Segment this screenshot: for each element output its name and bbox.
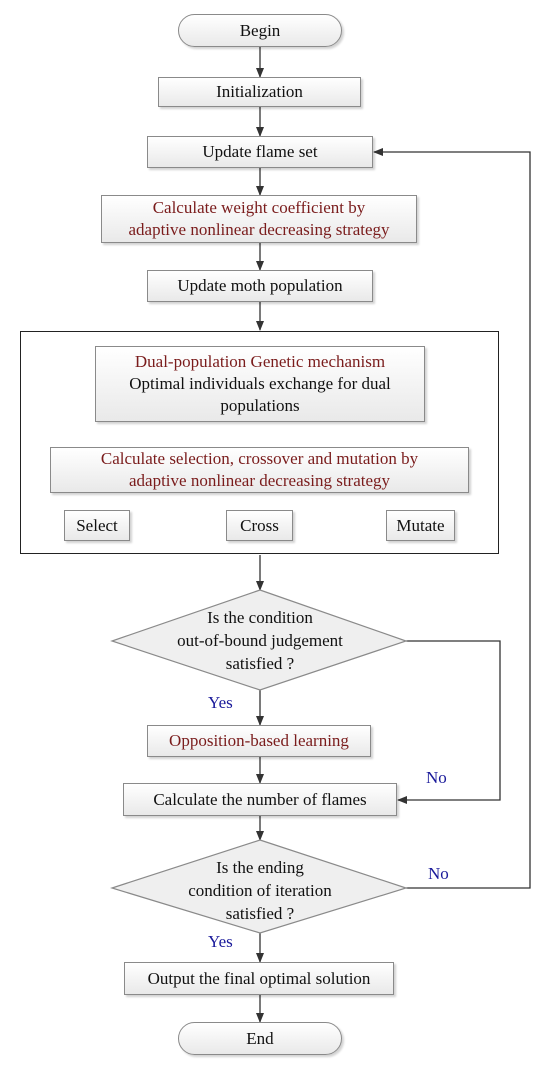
calc-flames-label: Calculate the number of flames [153, 789, 367, 809]
dual-line-3: populations [220, 396, 300, 415]
initialization-box [158, 77, 361, 107]
dual-population-box [95, 346, 425, 422]
selection-line-2: adaptive nonlinear decreasing strategy [128, 471, 391, 490]
selection-crossover-box [50, 447, 469, 493]
end-label: End [246, 1028, 274, 1048]
update-flame-label: Update flame set [202, 142, 318, 161]
select-box [64, 510, 130, 541]
cond1-line-3: satisfied ? [225, 654, 295, 673]
opposition-label: Opposition-based learning [169, 731, 349, 750]
begin-label: Begin [239, 20, 281, 40]
yes-label-2: Yes [208, 932, 233, 951]
cond1-line-2: out-of-bound judgement [177, 631, 343, 650]
update-flame-box [147, 136, 373, 168]
cond2-line-3: satisfied ? [225, 904, 295, 923]
calc-flames-box [123, 783, 397, 816]
weight-line-1: Calculate weight coefficient by [152, 198, 366, 217]
dual-title: Dual-population Genetic mechanism [134, 352, 386, 371]
dual-line-2: Optimal individuals exchange for dual [129, 374, 391, 393]
weight-line-2: adaptive nonlinear decreasing strategy [128, 220, 390, 239]
initialization-label: Initialization [216, 82, 303, 101]
cross-label: Cross [240, 515, 279, 535]
cond2-line-1: Is the ending [216, 858, 304, 877]
selection-line-1: Calculate selection, crossover and mutation by [100, 449, 419, 468]
arrow-no1-loop [398, 641, 500, 800]
condition-2-text [150, 856, 370, 925]
output-label: Output the final optimal solution [147, 968, 371, 988]
end-terminal [178, 1022, 342, 1055]
select-label: Select [76, 515, 118, 535]
output-solution-box [124, 962, 394, 995]
begin-terminal [178, 14, 342, 47]
cond2-line-2: condition of iteration [188, 881, 332, 900]
mutate-box [386, 510, 455, 541]
no-label-1: No [426, 768, 447, 787]
yes-label-1: Yes [208, 693, 233, 712]
weight-coefficient-box [101, 195, 417, 243]
condition-1-text [150, 606, 370, 675]
cond1-line-1: Is the condition [207, 608, 313, 627]
opposition-learning-box [147, 725, 371, 757]
mutate-label: Mutate [396, 515, 445, 535]
no-label-2: No [428, 864, 449, 883]
update-moth-label: Update moth population [177, 276, 343, 295]
cross-box [226, 510, 293, 541]
update-moth-box [147, 270, 373, 302]
